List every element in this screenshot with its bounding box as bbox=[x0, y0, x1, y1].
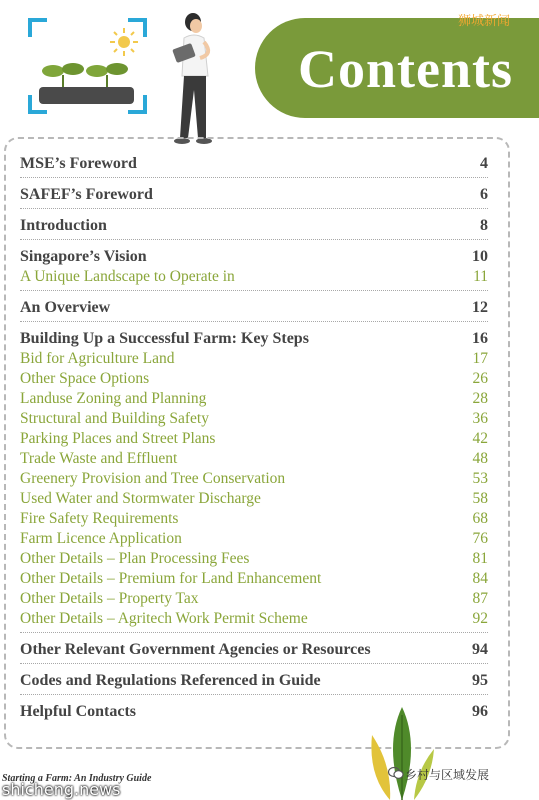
wechat-account-name: 乡村与区域发展 bbox=[405, 768, 490, 782]
toc-entry-main[interactable] bbox=[20, 329, 488, 349]
toc-entry-sub[interactable] bbox=[20, 549, 488, 569]
toc-section bbox=[20, 329, 488, 633]
toc-entry-label: An Overview bbox=[20, 299, 111, 316]
sun-icon bbox=[108, 26, 140, 58]
toc-page-number: 53 bbox=[472, 470, 488, 487]
toc-entry-label: Trade Waste and Effluent bbox=[20, 450, 178, 467]
toc-section bbox=[20, 247, 488, 291]
page-title: Contents bbox=[298, 39, 514, 99]
toc-section bbox=[20, 154, 488, 178]
toc-page-number: 8 bbox=[480, 217, 488, 234]
toc-page-number: 6 bbox=[480, 186, 488, 203]
toc-page-number: 17 bbox=[472, 350, 488, 367]
toc-entry-label: Structural and Building Safety bbox=[20, 410, 209, 427]
toc-page-number: 4 bbox=[480, 155, 488, 172]
toc-entry-sub[interactable] bbox=[20, 489, 488, 509]
toc-page-number: 58 bbox=[472, 490, 488, 507]
toc-entry-label: Fire Safety Requirements bbox=[20, 510, 179, 527]
toc-page-number: 92 bbox=[472, 610, 488, 627]
toc-entry-label: MSE’s Foreword bbox=[20, 155, 137, 172]
toc-section bbox=[20, 671, 488, 695]
toc-section bbox=[20, 298, 488, 322]
toc-page-number: 10 bbox=[472, 248, 488, 265]
toc-entry-label: Other Space Options bbox=[20, 370, 150, 387]
toc-entry-sub[interactable] bbox=[20, 267, 488, 287]
toc-page-number: 84 bbox=[472, 570, 488, 587]
toc-page-number: 95 bbox=[472, 672, 488, 689]
toc-entry-sub[interactable] bbox=[20, 349, 488, 369]
toc-page-number: 28 bbox=[472, 390, 488, 407]
toc-page-number: 26 bbox=[472, 370, 488, 387]
woman-with-tablet-illustration bbox=[160, 10, 230, 150]
toc-page-number: 87 bbox=[472, 590, 488, 607]
toc-entry-label: A Unique Landscape to Operate in bbox=[20, 268, 235, 285]
toc-entry-label: Other Details – Plan Processing Fees bbox=[20, 550, 250, 567]
toc-entry-label: Introduction bbox=[20, 217, 107, 234]
toc-entry-label: Other Details – Agritech Work Permit Scheme bbox=[20, 610, 308, 627]
toc-entry-sub[interactable] bbox=[20, 609, 488, 629]
toc-page-number: 12 bbox=[472, 299, 488, 316]
toc-entry-label: Bid for Agriculture Land bbox=[20, 350, 175, 367]
toc-entry-sub[interactable] bbox=[20, 469, 488, 489]
toc-page-number: 16 bbox=[472, 330, 488, 347]
toc-entry-main[interactable] bbox=[20, 298, 488, 318]
toc-entry-label: Parking Places and Street Plans bbox=[20, 430, 216, 447]
toc-entry-label: Other Relevant Government Agencies or Resources bbox=[20, 641, 371, 658]
toc-entry-main[interactable] bbox=[20, 185, 488, 205]
toc-entry-main[interactable] bbox=[20, 640, 488, 660]
toc-page-number: 42 bbox=[472, 430, 488, 447]
toc-entry-main[interactable] bbox=[20, 247, 488, 267]
header bbox=[0, 0, 539, 150]
toc-entry-label: Helpful Contacts bbox=[20, 703, 136, 720]
toc-entry-label: SAFEF’s Foreword bbox=[20, 186, 153, 203]
toc-page-number: 11 bbox=[473, 268, 488, 285]
toc-entry-sub[interactable] bbox=[20, 589, 488, 609]
watermark-text: 狮城新闻 bbox=[458, 14, 511, 29]
toc-entry-sub[interactable] bbox=[20, 389, 488, 409]
toc-entry-main[interactable] bbox=[20, 216, 488, 236]
toc-section bbox=[20, 185, 488, 209]
toc-page-number: 94 bbox=[472, 641, 488, 658]
toc-page-number: 68 bbox=[472, 510, 488, 527]
toc-entry-label: Farm Licence Application bbox=[20, 530, 182, 547]
toc-page-number: 36 bbox=[472, 410, 488, 427]
toc-page-number: 96 bbox=[472, 703, 488, 720]
toc-page-number: 48 bbox=[472, 450, 488, 467]
toc-entry-label: Building Up a Successful Farm: Key Steps bbox=[20, 330, 309, 347]
toc-entry-label: Greenery Provision and Tree Conservation bbox=[20, 470, 286, 487]
toc-entry-sub[interactable] bbox=[20, 529, 488, 549]
toc-entry-sub[interactable] bbox=[20, 429, 488, 449]
toc-entry-sub[interactable] bbox=[20, 509, 488, 529]
toc-entry-label: Singapore’s Vision bbox=[20, 248, 147, 265]
leaf-decoration bbox=[362, 705, 442, 800]
wechat-icon bbox=[388, 766, 404, 780]
toc-page-number: 76 bbox=[472, 530, 488, 547]
toc-entry-label: Landuse Zoning and Planning bbox=[20, 390, 207, 407]
guide-title-footer: Starting a Farm: An Industry Guide bbox=[2, 773, 152, 784]
toc-entry-label: Codes and Regulations Referenced in Guide bbox=[20, 672, 321, 689]
toc-section bbox=[20, 640, 488, 664]
toc-entry-main[interactable] bbox=[20, 671, 488, 691]
toc-entry-label: Other Details – Premium for Land Enhancement bbox=[20, 570, 322, 587]
toc-entry-sub[interactable] bbox=[20, 369, 488, 389]
toc-entry-sub[interactable] bbox=[20, 449, 488, 469]
toc-entry-label: Other Details – Property Tax bbox=[20, 590, 199, 607]
toc-entry-main[interactable] bbox=[20, 154, 488, 174]
toc-section bbox=[20, 216, 488, 240]
toc-entry-sub[interactable] bbox=[20, 569, 488, 589]
site-watermark: shicheng.news bbox=[2, 780, 121, 799]
toc-page-number: 81 bbox=[472, 550, 488, 567]
table-of-contents bbox=[20, 154, 488, 732]
toc-entry-label: Used Water and Stormwater Discharge bbox=[20, 490, 261, 507]
toc-entry-sub[interactable] bbox=[20, 409, 488, 429]
